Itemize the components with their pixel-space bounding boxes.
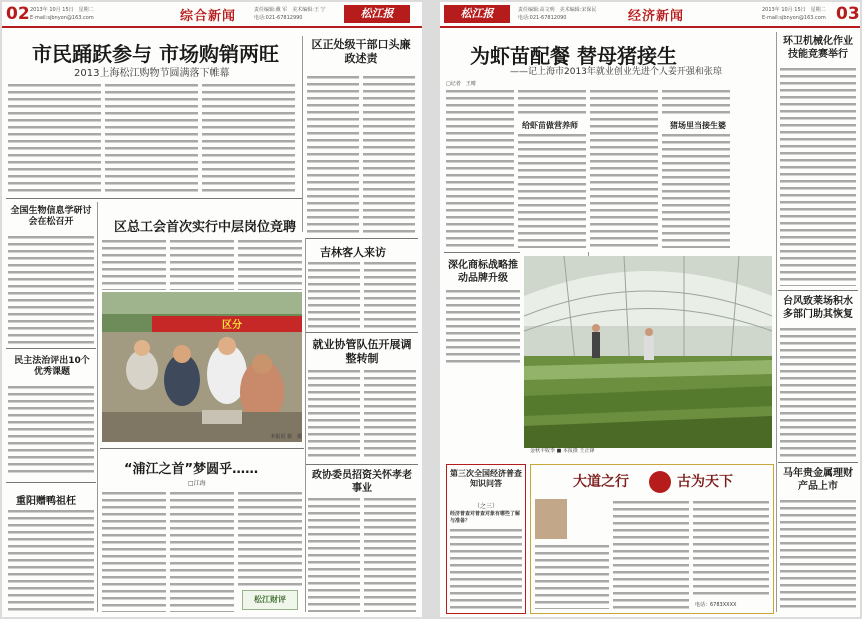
section-title: 经济新闻 bbox=[628, 9, 685, 24]
zx-text-a bbox=[308, 496, 360, 612]
strategy-text bbox=[446, 288, 520, 364]
lead-text-col-2 bbox=[105, 82, 198, 192]
left-page-header bbox=[2, 2, 422, 28]
right-page-header bbox=[440, 2, 860, 28]
law-headline: 民主法治评出10个优秀课题 bbox=[14, 356, 90, 378]
essay-text-3 bbox=[238, 490, 302, 586]
workunion-text-2 bbox=[170, 238, 234, 290]
job-text-b bbox=[364, 368, 416, 460]
header-editors: 责任编辑:戴 军 美术编辑:王 宁 bbox=[254, 7, 326, 13]
lead-text-col-2b bbox=[518, 132, 586, 248]
quiz-question: 经济普查对普查对象有哪些了解与准备？ bbox=[450, 511, 521, 524]
zx-headline: 政协委员招资关怀孝老事业 bbox=[312, 470, 412, 494]
masthead-logo: 松江报 bbox=[344, 5, 410, 23]
essay-headline: “浦江之首”梦圆乎…… bbox=[124, 462, 259, 477]
side-3-headline: 马年贵金属理财产品上市 bbox=[783, 468, 853, 492]
law-text bbox=[8, 384, 94, 476]
col-headline-1: 区正处级干部口头廉政述责 bbox=[311, 38, 411, 65]
header-phone: 电话:021-67812090 bbox=[518, 15, 567, 21]
ad-text-3 bbox=[693, 499, 769, 599]
right-page bbox=[440, 2, 860, 617]
lead-text-col-4b bbox=[662, 132, 730, 248]
lead-byline: □记者 王晴 bbox=[446, 81, 476, 87]
chess-headline: 重阳赠鸭祖枉 bbox=[16, 496, 76, 507]
greenhouse-photo bbox=[524, 256, 772, 448]
side-2-text bbox=[780, 326, 856, 458]
lead-text-col-4a bbox=[662, 88, 730, 118]
quiz-box bbox=[446, 464, 526, 614]
header-date: 2013年 10月 15日 星期二 bbox=[30, 7, 94, 13]
strategy-headline: 深化商标战略推动品牌升级 bbox=[448, 260, 518, 284]
ad-slogan-left: 大道之行 bbox=[573, 474, 629, 490]
lead-text-col-3 bbox=[590, 88, 658, 248]
left-page bbox=[2, 2, 422, 617]
subhead-2: 给虾苗做营养师 bbox=[522, 121, 578, 130]
info-meeting-text bbox=[8, 234, 94, 346]
lead-headline: 为虾苗配餐 替母猪接生 bbox=[470, 44, 677, 68]
ad-block bbox=[530, 464, 774, 614]
jilin-headline: 吉林客人来访 bbox=[320, 246, 386, 259]
info-meeting-headline: 全国生物信息学研讨会在松召开 bbox=[10, 206, 92, 228]
essay-text-1 bbox=[102, 490, 166, 612]
ad-text-1 bbox=[535, 543, 609, 609]
quiz-subtitle: （之三） bbox=[473, 503, 498, 510]
lead-headline: 市民踊跃参与 市场购销两旺 bbox=[32, 42, 279, 66]
header-date: 2013年 10月 15日 星期二 bbox=[762, 7, 826, 13]
workunion-text-1 bbox=[102, 238, 166, 290]
lead-subtitle: 2013上海松江购物节圆满落下帷幕 bbox=[74, 68, 230, 79]
header-phone: 电话:021-67812990 bbox=[254, 15, 303, 21]
news-photo bbox=[102, 292, 302, 442]
masthead-logo: 松江报 bbox=[444, 5, 510, 23]
section-title: 综合新闻 bbox=[180, 9, 237, 24]
essay-text-2 bbox=[170, 490, 234, 612]
job-headline: 就业协管队伍开展调整转制 bbox=[312, 338, 412, 365]
lead-subtitle: ——记上海市2013年就业创业先进个人姜开强和张琼 bbox=[510, 67, 722, 77]
ad-text-2 bbox=[613, 499, 689, 609]
quiz-headline: 第三次全国经济普查知识问答 bbox=[450, 469, 522, 488]
lead-text-col-2a bbox=[518, 88, 586, 118]
page-number: 03 bbox=[836, 4, 860, 24]
job-text-a bbox=[308, 368, 360, 460]
svg-text:区分: 区分 bbox=[222, 320, 242, 331]
side-2-headline: 台风致莱场积水多部门助其恢复 bbox=[783, 296, 853, 320]
header-email: E-mail:sjbnyon@163.com bbox=[762, 15, 826, 21]
workunion-text-3 bbox=[238, 238, 302, 290]
workunion-headline: 区总工会首次实行中层岗位竞聘 bbox=[114, 220, 297, 235]
quiz-text bbox=[450, 527, 522, 611]
header-email: E-mail:sjbnyon@163.com bbox=[30, 15, 94, 21]
ad-phone: 电话：6783XXXX bbox=[695, 602, 737, 608]
jilin-text-b bbox=[364, 260, 416, 328]
chess-text bbox=[8, 508, 94, 612]
side-1-headline: 环卫机械化作业技能竞赛举行 bbox=[783, 36, 853, 60]
photo-image bbox=[102, 292, 302, 442]
lead-text-col-1 bbox=[8, 82, 101, 192]
lead-text-col-3 bbox=[202, 82, 295, 192]
jilin-text-a bbox=[308, 260, 360, 328]
zx-text-b bbox=[364, 496, 416, 612]
photo-caption: 本报讯 蔡 摄 bbox=[270, 434, 302, 440]
page-number: 02 bbox=[6, 4, 30, 24]
side-3-text bbox=[780, 498, 856, 612]
photo-image bbox=[524, 256, 772, 448]
column-logo: 松江财评 bbox=[242, 590, 298, 610]
side-1-text bbox=[780, 66, 856, 286]
photo-caption: 金秋丰收季 ■ 本报摄 王正锋 bbox=[530, 448, 595, 454]
subhead-1: 猪场里当接生婆 bbox=[670, 121, 726, 130]
col-1-text-b bbox=[363, 74, 415, 234]
essay-byline: □江海 bbox=[188, 480, 206, 487]
ad-seal-icon bbox=[649, 471, 671, 493]
col-1-text-a bbox=[307, 74, 359, 234]
header-editors: 责任编辑:高文明 美术编辑:宋保民 bbox=[518, 7, 597, 13]
ad-slogan-right: 古为天下 bbox=[677, 474, 733, 490]
ad-portrait bbox=[535, 499, 567, 539]
lead-text-col-1 bbox=[446, 88, 514, 248]
